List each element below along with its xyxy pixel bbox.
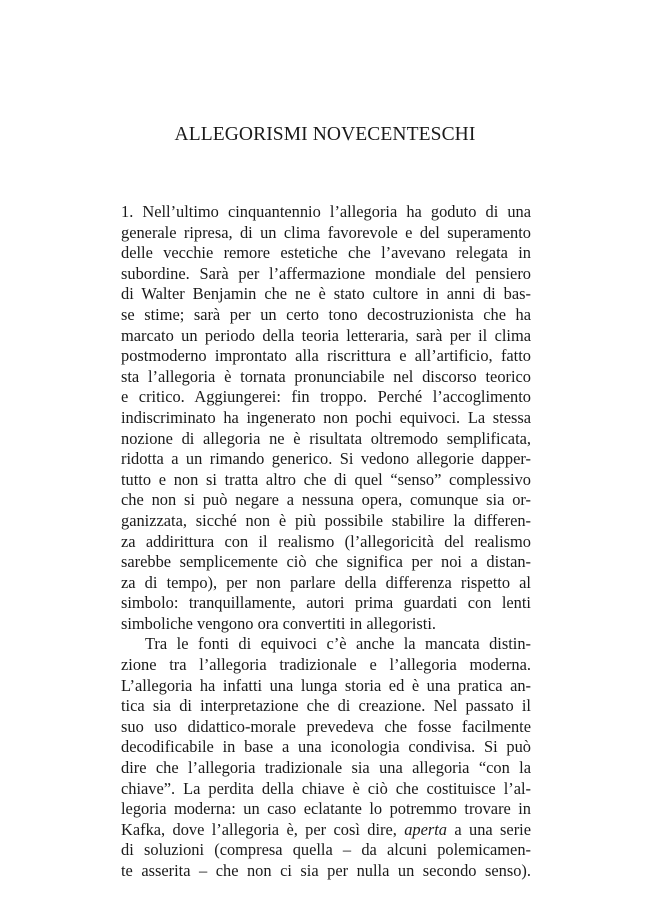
text-line: marcato un periodo della teoria letteraria, sarà per il clima <box>121 325 531 345</box>
body-text <box>121 202 531 882</box>
text-line: simboliche vengono ora convertiti in allegoristi. <box>121 613 436 633</box>
text-line: generale ripresa, di un clima favorevole e del superamento <box>121 222 531 242</box>
paragraph-1 <box>121 202 531 634</box>
text-line: za di tempo), per non parlare della differenza rispetto al <box>121 572 531 592</box>
text-line: se stime; sarà per un certo tono decostruzionista che ha <box>121 304 531 324</box>
text-line: chiave”. La perdita della chiave è ciò che costituisce l’al- <box>121 778 531 798</box>
paragraph-2 <box>121 634 531 881</box>
text-line: che non si può negare a nessuna opera, comunque sia or- <box>121 490 531 510</box>
text-line: suo uso didattico-morale prevedeva che fosse facilmente <box>121 716 531 736</box>
text-fragment: a una serie <box>454 819 531 839</box>
italic-word: aperta <box>404 819 447 839</box>
text-line: delle vecchie remore estetiche che l’avevano relegata in <box>121 243 531 263</box>
text-line: sta l’allegoria è tornata pronunciabile nel discorso teorico <box>121 366 531 386</box>
text-line: ridotta a un rimando generico. Si vedono allegorie dapper- <box>121 449 531 469</box>
text-line: 1. Nell’ultimo cinquantennio l’allegoria ha goduto di una <box>121 202 531 221</box>
text-line: legoria moderna: un caso eclatante lo potremmo trovare in <box>121 799 531 819</box>
text-line: Tra le fonti di equivoci c’è anche la mancata distin- <box>145 634 531 654</box>
text-line: L’allegoria ha infatti una lunga storia ed è una pratica an- <box>121 675 531 695</box>
chapter-title: ALLEGORISMI NOVECENTESCHI <box>174 124 476 145</box>
text-line: subordine. Sarà per l’affermazione mondiale del pensiero <box>121 263 531 283</box>
text-line: tica sia di interpretazione che di creazione. Nel passato il <box>121 696 531 716</box>
text-line: tutto e non si tratta altro che di quel “senso” complessivo <box>121 469 531 489</box>
text-line: nozione di allegoria ne è risultata oltremodo semplificata, <box>121 428 531 448</box>
text-line: dire che l’allegoria tradizionale sia una allegoria “con la <box>121 758 531 778</box>
text-line: indiscriminato ha ingenerato non pochi equivoci. La stessa <box>121 407 531 427</box>
text-line: te asserita – che non ci sia per nulla un secondo senso). <box>121 861 531 880</box>
text-line: ganizzata, sicché non è più possibile stabilire la differen- <box>121 510 531 530</box>
text-line-with-italic <box>121 820 531 841</box>
text-line: zione tra l’allegoria tradizionale e l’allegoria moderna. <box>121 655 531 675</box>
text-fragment: Kafka, dove l’allegoria è, per così dire, <box>121 819 397 839</box>
text-line: postmoderno improntato alla riscrittura e all’artificio, fatto <box>121 346 531 366</box>
text-line: di soluzioni (compresa quella – da alcuni polemicamen- <box>121 840 531 860</box>
text-line: za addirittura con il realismo (l’allegoricità del realismo <box>121 531 531 551</box>
text-line: simbolo: tranquillamente, autori prima guardati con lenti <box>121 593 531 613</box>
text-line: decodificabile in base a una iconologia condivisa. Si può <box>121 737 531 757</box>
text-line: e critico. Aggiungerei: fin troppo. Perché l’accoglimento <box>121 387 531 407</box>
text-line: di Walter Benjamin che ne è stato cultore in anni di bas- <box>121 284 531 304</box>
text-line: sarebbe semplicemente ciò che significa per noi a distan- <box>121 552 531 572</box>
